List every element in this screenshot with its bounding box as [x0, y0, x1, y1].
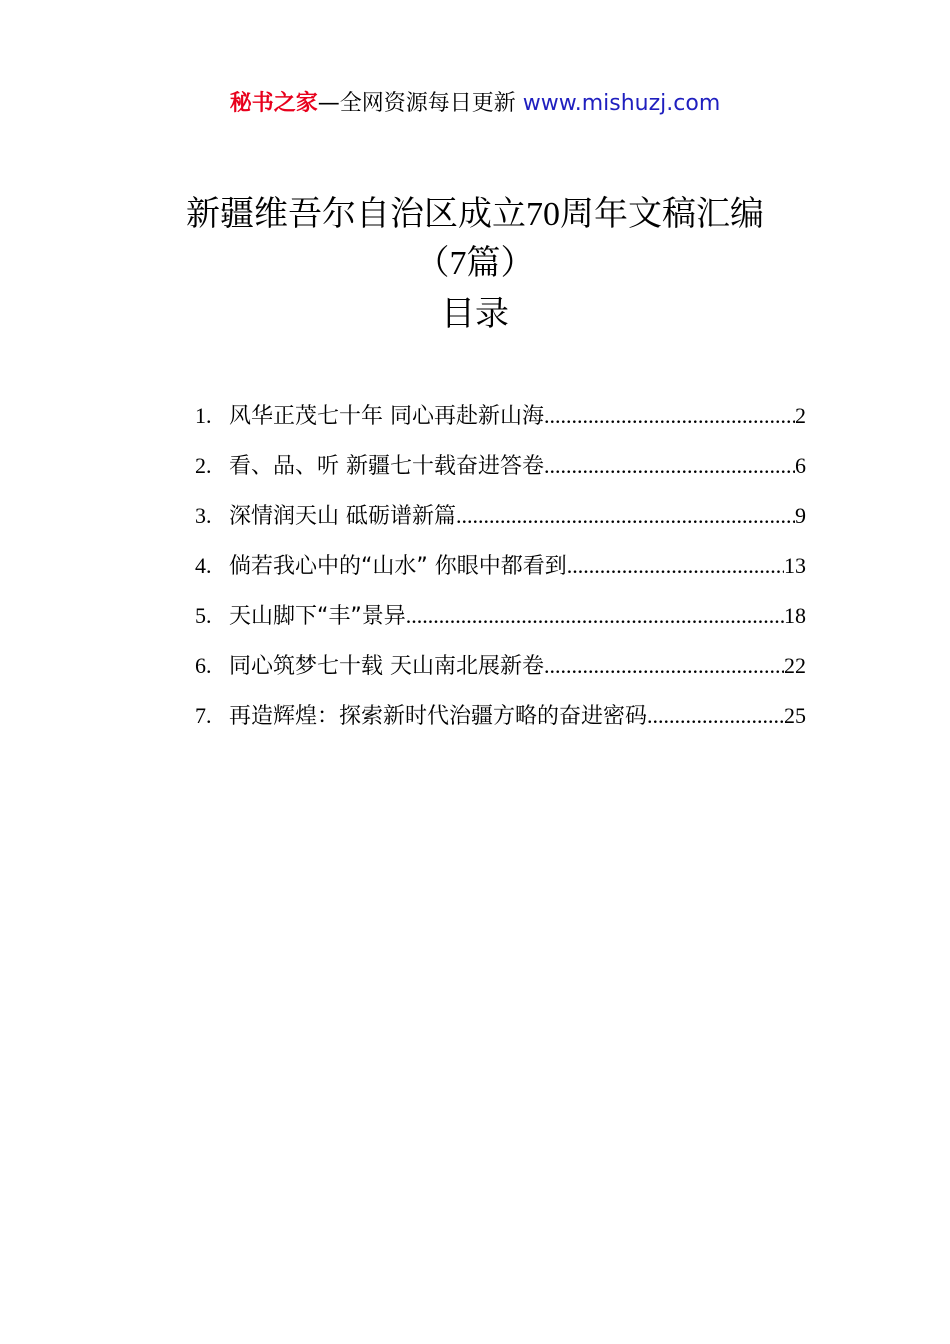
subtitle-close-paren: ） — [500, 243, 535, 283]
subtitle-unit: 篇 — [466, 243, 501, 283]
toc-entry-title[interactable]: 风华正茂七十年 同心再赴新山海 — [229, 404, 544, 429]
toc-entry-page: 9 — [795, 503, 806, 528]
toc-leader-dots — [456, 492, 795, 540]
toc-entry-title[interactable]: 倘若我心中的“山水” 你眼中都看到 — [229, 554, 567, 579]
toc-entry-number: 4. — [195, 553, 212, 578]
toc-entry-page: 22 — [784, 653, 806, 678]
toc-entry-title[interactable]: 天山脚下“丰”景异 — [229, 604, 406, 629]
toc-entry[interactable] — [195, 692, 806, 742]
site-header — [0, 88, 950, 120]
table-of-contents — [195, 392, 806, 742]
title-number: 70 — [526, 196, 560, 233]
toc-leader-dots — [544, 442, 795, 490]
toc-entry-page: 18 — [784, 603, 806, 628]
toc-leader-dots — [544, 392, 795, 440]
toc-entry[interactable] — [195, 442, 806, 492]
toc-leader-dots — [647, 692, 784, 740]
toc-entry[interactable] — [195, 492, 806, 542]
toc-entry-page: 13 — [784, 553, 806, 578]
toc-entry-page: 25 — [784, 703, 806, 728]
toc-entry[interactable] — [195, 642, 806, 692]
toc-entry[interactable] — [195, 392, 806, 442]
document-subtitle — [0, 239, 950, 288]
toc-entry[interactable] — [195, 592, 806, 642]
toc-entry-number: 5. — [195, 603, 212, 628]
toc-entry-title[interactable]: 同心筑梦七十载 天山南北展新卷 — [229, 654, 544, 679]
toc-heading: 目录 — [441, 294, 509, 334]
toc-entry[interactable] — [195, 542, 806, 592]
toc-entry-number: 1. — [195, 403, 212, 428]
brand-name: 秘书之家 — [229, 91, 318, 116]
subtitle-open-paren: （ — [415, 243, 450, 283]
title-prefix: 新疆维吾尔自治区成立 — [186, 194, 526, 234]
toc-entry-number: 6. — [195, 653, 212, 678]
site-url-link[interactable]: www.mishuzj.com — [522, 91, 721, 116]
toc-entry-page: 6 — [795, 453, 806, 478]
toc-entry-number: 2. — [195, 453, 212, 478]
document-title-block — [0, 190, 950, 340]
document-title — [0, 190, 950, 239]
toc-entry-title[interactable]: 再造辉煌：探索新时代治疆方略的奋进密码 — [229, 704, 648, 729]
toc-leader-dots — [567, 542, 784, 590]
toc-entry-title[interactable]: 看、品、听 新疆七十载奋进答卷 — [229, 454, 544, 479]
header-slogan: —全网资源每日更新 — [317, 91, 523, 116]
toc-entry-number: 7. — [195, 703, 212, 728]
subtitle-count: 7 — [449, 245, 467, 282]
toc-entry-number: 3. — [195, 503, 212, 528]
toc-leader-dots — [544, 642, 784, 690]
toc-entry-page: 2 — [795, 403, 806, 428]
toc-entry-title[interactable]: 深情润天山 砥砺谱新篇 — [229, 504, 456, 529]
toc-leader-dots — [406, 592, 784, 640]
title-suffix: 周年文稿汇编 — [560, 194, 764, 234]
